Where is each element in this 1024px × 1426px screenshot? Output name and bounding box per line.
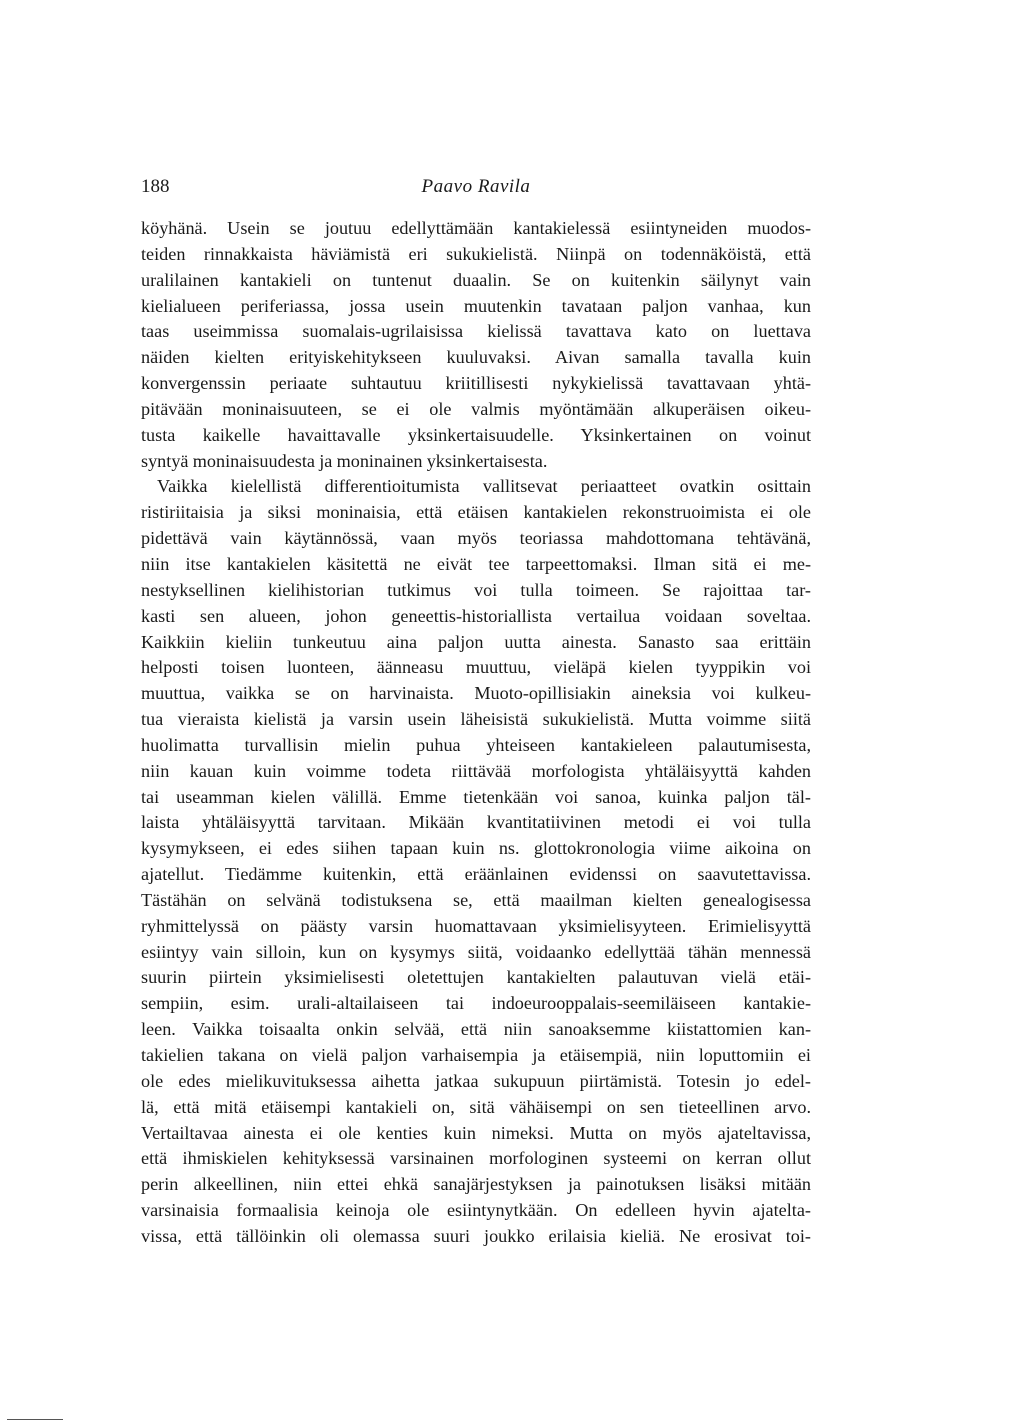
text-line: varsinaisia formaalisia keinoja ole esiintynytkään. On edelleen hyvin ajatelta- <box>141 1200 811 1221</box>
text-line: perin alkeellinen, niin ettei ehkä sanajärjestyksen ja painotuksen lisäksi mitään <box>141 1174 811 1195</box>
text-line: laista yhtäläisyyttä tarvitaan. Mikään kvantitatiivinen metodi ei voi tulla <box>141 812 811 833</box>
text-line: leen. Vaikka toisaalta onkin selvää, että niin sanoaksemme kiistattomien kan- <box>141 1019 811 1040</box>
text-line: esiintyy vain silloin, kun on kysymys siitä, voidaanko edellyttää tähän mennessä <box>141 941 811 962</box>
text-line: konvergenssin periaate suhtautuu kriitillisesti nykykielissä tavattavaan yhtä- <box>141 373 811 394</box>
text-line: niin kauan kuin voimme todeta riittävää morfologista yhtäläisyyttä kahden <box>141 760 811 781</box>
text-line: näiden kielten erityiskehitykseen kuuluvaksi. Aivan samalla tavalla kuin <box>141 347 811 368</box>
text-line: sempiin, esim. urali-altailaiseen tai indoeurooppalais-seemiläiseen kantakie- <box>141 993 811 1014</box>
text-line: kysymykseen, ei edes siihen tapaan kuin ns. glottokronologia viime aikoina on <box>141 838 811 859</box>
footer-rule <box>7 1419 63 1420</box>
body-text <box>141 216 811 1250</box>
text-line: että ihmiskielen kehityksessä varsinainen morfologinen systeemi on kerran ollut <box>141 1148 811 1169</box>
text-line: nestyksellinen kielihistorian tutkimus voi tulla toimeen. Se rajoittaa tar- <box>141 579 811 600</box>
text-line: ole edes mielikuvituksessa aihetta jatkaa sukupuun piirtämistä. Totesin jo edel- <box>141 1070 811 1091</box>
text-line: ryhmittelyssä on päästy varsin huomattavaan yksimielisyyteen. Erimielisyyttä <box>141 915 811 936</box>
text-line: tua vieraista kielistä ja varsin usein läheisistä sukukielistä. Mutta voimme siitä <box>141 709 811 730</box>
text-line: lä, että mitä etäisempi kantakieli on, sitä vähäisempi on sen tieteellinen arvo. <box>141 1096 811 1117</box>
text-line: ajatellut. Tiedämme kuitenkin, että eräänlainen evidenssi on saavutettavissa. <box>141 864 811 885</box>
text-line: suurin piirtein yksimielisesti oletettujen kantakielten palautuvan vielä etäi- <box>141 967 811 988</box>
text-line: uralilainen kantakieli on tuntenut duaalin. Se on kuitenkin säilynyt vain <box>141 269 811 290</box>
paragraph-end-line: syntyä moninaisuudesta ja moninainen yksinkertaisesta. <box>141 450 548 471</box>
text-line: ristiriitaisia ja siksi moninaisia, että etäisen kantakielen rekonstruoimista ei ole <box>141 502 811 523</box>
text-line: taas useimmissa suomalais-ugrilaisissa kielissä tavattava kato on luettava <box>141 321 811 342</box>
text-line: Tästähän on selvänä todistuksena se, että maailman kielten genealogisessa <box>141 889 811 910</box>
text-line: tusta kaikelle havaittavalle yksinkertaisuudelle. Yksinkertainen on voinut <box>141 424 811 445</box>
running-head <box>141 176 811 200</box>
text-line: kasti sen alueen, johon geneettis-historiallista vertailua voidaan soveltaa. <box>141 605 811 626</box>
running-head-author: Paavo Ravila <box>421 176 531 197</box>
text-line: kielialueen periferiassa, jossa usein muutenkin tavataan paljon vanhaa, kun <box>141 295 811 316</box>
text-line: pitävään moninaisuuteen, se ei ole valmis myöntämään alkuperäisen oikeu- <box>141 398 811 419</box>
text-line: takielien takana on vielä paljon varhaisempia ja etäisempiä, niin loputtomiin ei <box>141 1045 811 1065</box>
text-line: vissa, että tällöinkin oli olemassa suuri joukko erilaisia kieliä. Ne erosivat toi- <box>141 1225 811 1246</box>
text-line: muuttua, vaikka se on harvinaista. Muoto-opillisiakin aineksia voi kulkeu- <box>141 683 811 704</box>
text-line: köyhänä. Usein se joutuu edellyttämään kantakielessä esiintyneiden muodos- <box>141 218 811 238</box>
text-line: Kaikkiin kieliin tunkeutuu aina paljon uutta ainesta. Sanasto saa erittäin <box>141 631 811 652</box>
text-line: Vertailtavaa ainesta ei ole kenties kuin nimeksi. Mutta on myös ajateltavissa, <box>141 1122 811 1143</box>
text-line: helposti toisen luonteen, äänneasu muuttuu, vieläpä kielen tyyppikin voi <box>141 657 811 678</box>
text-line: huolimatta turvallisin mielin puhua yhteiseen kantakieleen palautumisesta, <box>141 734 811 755</box>
text-line: pidettävä vain käytännössä, vaan myös teoriassa mahdottomana tehtävänä, <box>141 528 811 549</box>
paragraph-start-line: Vaikka kielellistä differentioitumista vallitsevat periaatteet ovatkin osittain <box>157 476 811 497</box>
text-line: niin itse kantakielen käsitettä ne eivät tee tarpeettomaksi. Ilman sitä ei me- <box>141 553 811 574</box>
text-line: teiden rinnakkaista häviämistä eri sukukielistä. Niinpä on todennäköistä, että <box>141 243 811 264</box>
text-line: tai useamman kielen välillä. Emme tietenkään voi sanoa, kuinka paljon täl- <box>141 786 811 807</box>
page-number: 188 <box>141 176 170 197</box>
